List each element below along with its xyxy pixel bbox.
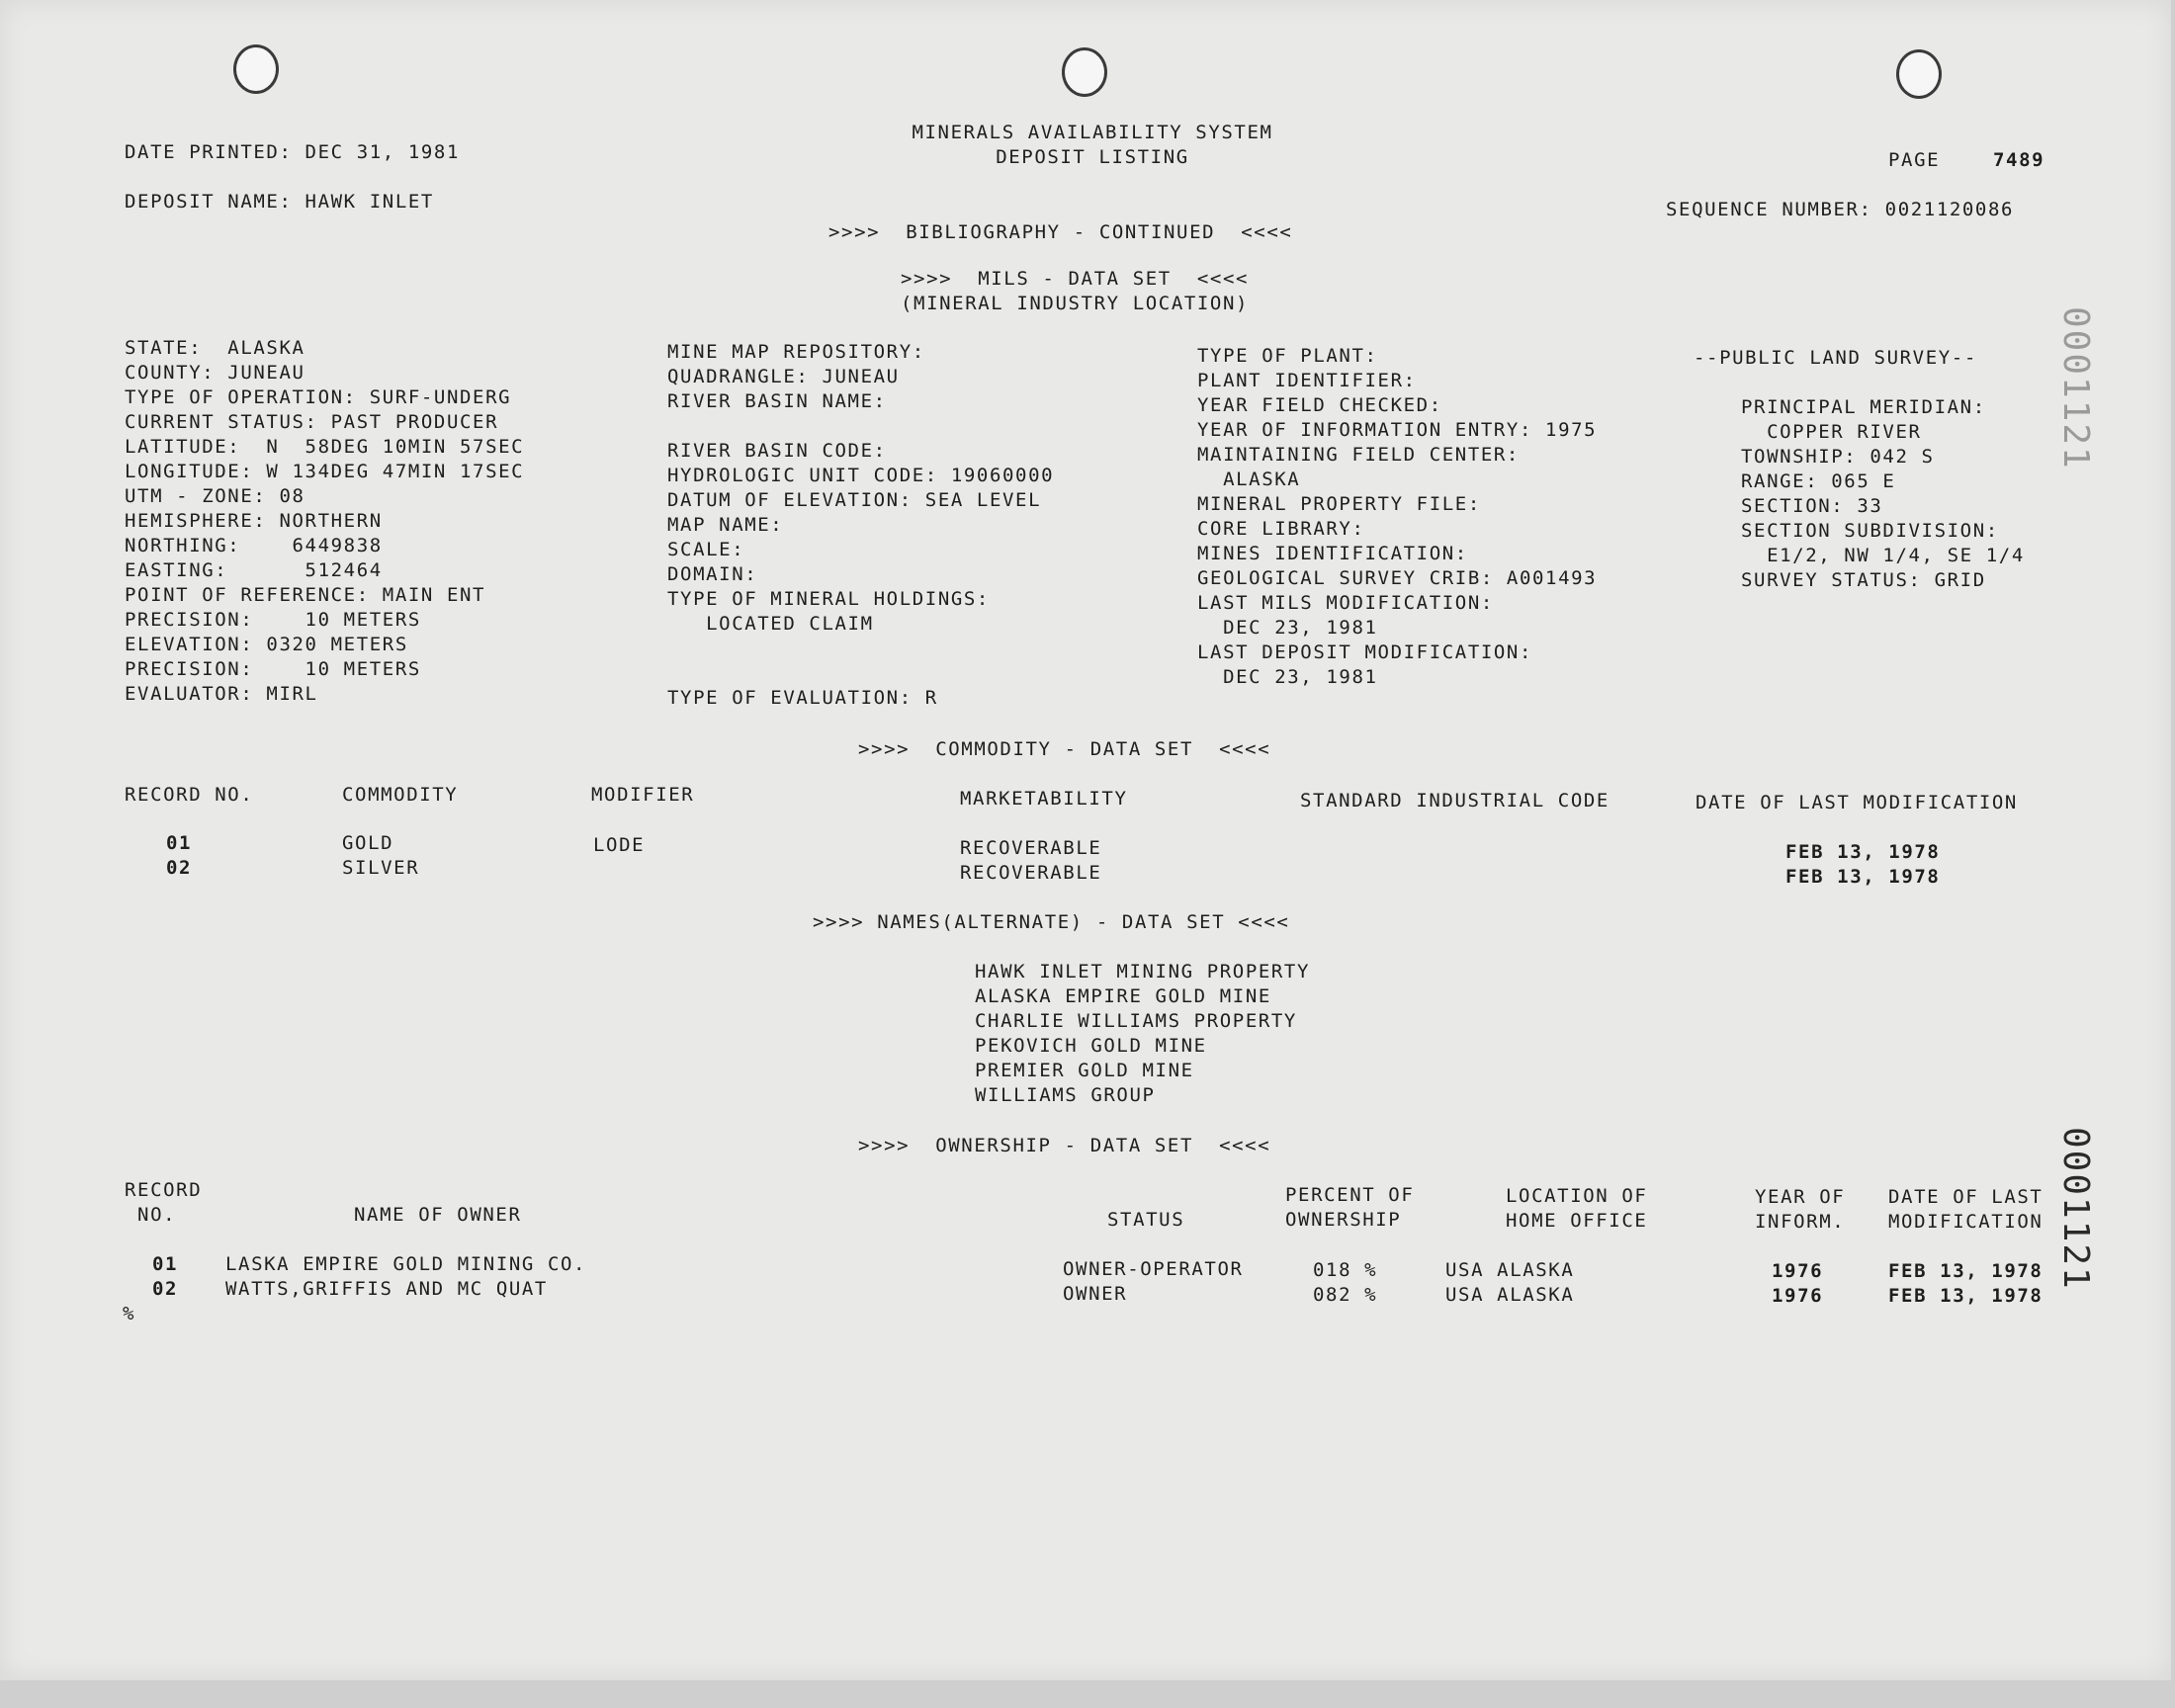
col-year-of: YEAR OF (1755, 1186, 1846, 1208)
commodity-date: FEB 13, 1978 (1785, 866, 1941, 888)
field-mineral-property-file: MINERAL PROPERTY FILE: (1197, 493, 1481, 515)
field-geological-survey-crib: GEOLOGICAL SURVEY CRIB: A001493 (1197, 567, 1598, 589)
field-quadrangle: QUADRANGLE: JUNEAU (667, 366, 900, 387)
field-map-name: MAP NAME: (667, 514, 784, 536)
bibliography-heading: >>>> BIBLIOGRAPHY - CONTINUED <<<< (828, 221, 1293, 243)
owner-record: 01 (152, 1253, 179, 1275)
field-last-deposit-modification: LAST DEPOSIT MODIFICATION: (1197, 641, 1533, 663)
mils-heading: >>>> MILS - DATA SET <<<< (901, 268, 1250, 290)
col-date-of-last-modification: DATE OF LAST MODIFICATION (1696, 792, 2018, 813)
alternate-names-list (975, 960, 1310, 1108)
field-principal-meridian-value: COPPER RIVER (1741, 421, 1922, 443)
owner-date: FEB 13, 1978 (1888, 1260, 2044, 1282)
field-section: SECTION: 33 (1741, 495, 1883, 517)
mils-column-plant (1197, 344, 1597, 690)
punch-hole (1896, 49, 1942, 99)
field-range: RANGE: 065 E (1741, 470, 1896, 492)
field-latitude: LATITUDE: N 58DEG 10MIN 57SEC (125, 436, 525, 458)
mils-column-land-survey (1741, 395, 2025, 593)
field-last-mils-modification-value: DEC 23, 1981 (1197, 617, 1378, 639)
alternate-name: CHARLIE WILLIAMS PROPERTY (975, 1010, 1297, 1032)
field-domain: DOMAIN: (667, 563, 758, 585)
field-elevation: ELEVATION: 0320 METERS (125, 634, 408, 655)
field-mines-identification: MINES IDENTIFICATION: (1197, 543, 1468, 564)
field-scale: SCALE: (667, 539, 745, 560)
mils-subheading: (MINERAL INDUSTRY LOCATION) (901, 293, 1250, 314)
page-number: 7489 (1993, 149, 2045, 171)
field-precision: PRECISION: 10 METERS (125, 658, 421, 680)
col-modifier: MODIFIER (591, 784, 695, 806)
mils-column-location (125, 336, 524, 707)
deposit-name: DEPOSIT NAME: HAWK INLET (125, 191, 434, 213)
field-county: COUNTY: JUNEAU (125, 362, 305, 384)
col-name-of-owner: NAME OF OWNER (354, 1204, 522, 1226)
field-last-mils-modification: LAST MILS MODIFICATION: (1197, 592, 1494, 614)
system-title: MINERALS AVAILABILITY SYSTEM (912, 122, 1273, 143)
field-type-of-operation: TYPE OF OPERATION: SURF-UNDERG (125, 386, 512, 408)
public-land-survey-heading: --PUBLIC LAND SURVEY-- (1694, 347, 1977, 369)
owner-name: WATTS,GRIFFIS AND MC QUAT (225, 1278, 548, 1300)
mils-column-map (667, 340, 1054, 711)
field-point-of-reference: POINT OF REFERENCE: MAIN ENT (125, 584, 486, 606)
commodity-date: FEB 13, 1978 (1785, 841, 1941, 863)
field-state: STATE: ALASKA (125, 337, 305, 359)
field-current-status: CURRENT STATUS: PAST PRODUCER (125, 411, 499, 433)
field-type-of-plant: TYPE OF PLANT: (1197, 345, 1378, 367)
field-northing: NORTHING: 6449838 (125, 535, 383, 556)
col-ownership: OWNERSHIP (1285, 1209, 1402, 1231)
field-field-center-value: ALASKA (1197, 469, 1301, 490)
field-river-basin-code: RIVER BASIN CODE: (667, 440, 887, 462)
col-inform: INFORM. (1755, 1211, 1846, 1233)
owner-year: 1976 (1772, 1285, 1824, 1307)
field-survey-status: SURVEY STATUS: GRID (1741, 569, 1986, 591)
punch-hole (233, 44, 279, 94)
field-longitude: LONGITUDE: W 134DEG 47MIN 17SEC (125, 461, 525, 482)
field-easting: EASTING: 512464 (125, 559, 383, 581)
field-utm-zone: UTM - ZONE: 08 (125, 485, 305, 507)
alternate-name: PEKOVICH GOLD MINE (975, 1035, 1207, 1057)
col-modification: MODIFICATION (1888, 1211, 2044, 1233)
commodity-record: 02 (166, 857, 193, 879)
field-year-of-information-entry: YEAR OF INFORMATION ENTRY: 1975 (1197, 419, 1598, 441)
owner-location: USA ALASKA (1445, 1284, 1575, 1306)
field-core-library: CORE LIBRARY: (1197, 518, 1365, 540)
alternate-name: ALASKA EMPIRE GOLD MINE (975, 985, 1271, 1007)
sequence-number: SEQUENCE NUMBER: 0021120086 (1666, 199, 2015, 220)
punch-hole (1062, 47, 1107, 97)
blank-line (667, 637, 1054, 661)
commodity-marketability: RECOVERABLE (960, 862, 1102, 884)
commodity-heading: >>>> COMMODITY - DATA SET <<<< (858, 738, 1271, 760)
field-mineral-holdings-value: LOCATED CLAIM (667, 613, 874, 635)
col-standard-industrial-code: STANDARD INDUSTRIAL CODE (1300, 790, 1610, 811)
margin-stamp-upper: 0001121 (2055, 306, 2096, 470)
owner-percent: 082 % (1313, 1284, 1378, 1306)
field-last-deposit-modification-value: DEC 23, 1981 (1197, 666, 1378, 688)
col-percent-of: PERCENT OF (1285, 1184, 1415, 1206)
alternate-name: HAWK INLET MINING PROPERTY (975, 961, 1311, 982)
end-of-record-mark: % (123, 1303, 136, 1324)
field-precision: PRECISION: 10 METERS (125, 609, 421, 631)
alternate-name: PREMIER GOLD MINE (975, 1060, 1194, 1081)
names-heading: >>>> NAMES(ALTERNATE) - DATA SET <<<< (813, 911, 1290, 933)
field-section-subdivision: SECTION SUBDIVISION: (1741, 520, 1999, 542)
alternate-name: WILLIAMS GROUP (975, 1084, 1156, 1106)
commodity-record: 01 (166, 832, 193, 854)
field-year-field-checked: YEAR FIELD CHECKED: (1197, 394, 1442, 416)
col-date-of-last: DATE OF LAST (1888, 1186, 2044, 1208)
col-status: STATUS (1107, 1209, 1185, 1231)
blank-line (667, 414, 1054, 439)
field-type-of-evaluation: TYPE OF EVALUATION: R (667, 687, 938, 709)
ownership-heading: >>>> OWNERSHIP - DATA SET <<<< (858, 1135, 1271, 1156)
margin-stamp-lower: 0001121 (2055, 1127, 2096, 1291)
field-hemisphere: HEMISPHERE: NORTHERN (125, 510, 383, 532)
field-mine-map-repository: MINE MAP REPOSITORY: (667, 341, 925, 363)
field-datum-of-elevation: DATUM OF ELEVATION: SEA LEVEL (667, 489, 1042, 511)
commodity-modifier: LODE (593, 834, 646, 856)
field-maintaining-field-center: MAINTAINING FIELD CENTER: (1197, 444, 1520, 466)
owner-date: FEB 13, 1978 (1888, 1285, 2044, 1307)
field-river-basin-name: RIVER BASIN NAME: (667, 390, 887, 412)
field-type-of-mineral-holdings: TYPE OF MINERAL HOLDINGS: (667, 588, 990, 610)
owner-percent: 018 % (1313, 1259, 1378, 1281)
owner-status: OWNER-OPERATOR (1063, 1258, 1244, 1280)
col-home-office: HOME OFFICE (1506, 1210, 1648, 1232)
page-label: PAGE (1888, 149, 1941, 171)
commodity-name: SILVER (342, 857, 420, 879)
field-section-subdivision-value: E1/2, NW 1/4, SE 1/4 (1741, 545, 2025, 566)
blank-line (667, 661, 1054, 686)
field-evaluator: EVALUATOR: MIRL (125, 683, 318, 705)
col-location-of: LOCATION OF (1506, 1185, 1648, 1207)
field-township: TOWNSHIP: 042 S (1741, 446, 1935, 468)
col-record-no: NO. (125, 1204, 177, 1226)
owner-name: LASKA EMPIRE GOLD MINING CO. (225, 1253, 587, 1275)
col-record-no: RECORD NO. (125, 784, 254, 806)
col-commodity: COMMODITY (342, 784, 459, 806)
owner-location: USA ALASKA (1445, 1259, 1575, 1281)
date-printed: DATE PRINTED: DEC 31, 1981 (125, 141, 461, 163)
commodity-name: GOLD (342, 832, 394, 854)
commodity-marketability: RECOVERABLE (960, 837, 1102, 859)
field-plant-identifier: PLANT IDENTIFIER: (1197, 370, 1417, 391)
owner-year: 1976 (1772, 1260, 1824, 1282)
col-marketability: MARKETABILITY (960, 788, 1128, 810)
listing-title: DEPOSIT LISTING (996, 146, 1189, 168)
owner-record: 02 (152, 1278, 179, 1300)
col-record: RECORD (125, 1179, 203, 1201)
field-principal-meridian: PRINCIPAL MERIDIAN: (1741, 396, 1986, 418)
field-hydrologic-unit-code: HYDROLOGIC UNIT CODE: 19060000 (667, 465, 1055, 486)
owner-status: OWNER (1063, 1283, 1128, 1305)
